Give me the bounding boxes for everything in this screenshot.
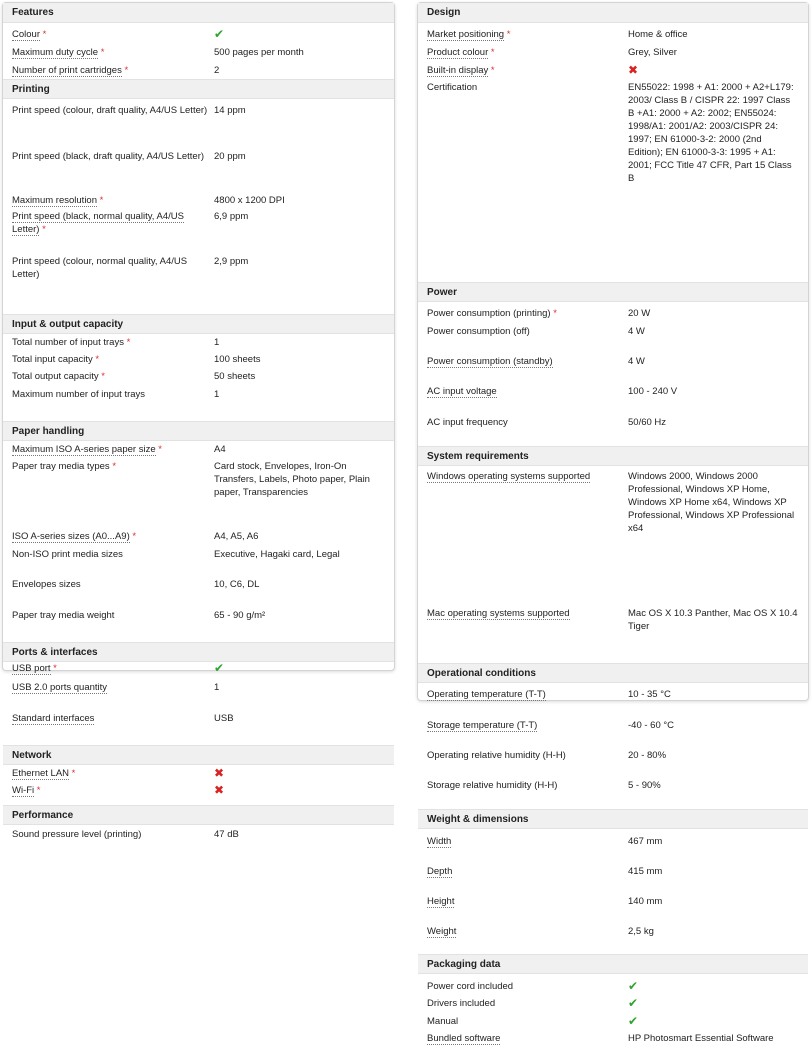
required-asterisk: * <box>92 354 100 365</box>
spec-label <box>418 352 628 368</box>
spec-label <box>3 678 214 694</box>
spec-row <box>3 781 394 798</box>
spec-label <box>418 25 628 41</box>
spec-label <box>418 322 628 338</box>
spec-label-text[interactable]: Wi-Fi <box>12 785 35 796</box>
spec-row <box>3 527 394 543</box>
spec-label-text: Non-ISO print media sizes <box>12 549 123 560</box>
spec-label-text[interactable]: Maximum ISO A-series paper size <box>12 444 156 455</box>
spec-row <box>3 101 394 117</box>
spec-row <box>418 78 808 185</box>
required-asterisk: * <box>50 663 57 674</box>
spec-row <box>418 892 808 908</box>
spec-value: Grey, Silver <box>628 47 677 58</box>
spec-label-text[interactable]: Depth <box>427 866 453 877</box>
spec-value: 65 - 90 g/m² <box>214 610 266 621</box>
spec-label <box>418 413 628 429</box>
spec-label-text: Certification <box>427 82 478 93</box>
spec-label <box>3 764 214 780</box>
spec-value: 10 - 35 °C <box>628 689 671 700</box>
spec-label <box>3 252 214 281</box>
spec-label <box>3 575 214 591</box>
spec-value: 6,9 ppm <box>214 211 249 222</box>
spec-value <box>214 659 392 676</box>
spec-row <box>418 322 808 338</box>
spec-label-text: Paper tray media types <box>12 461 110 472</box>
spec-row <box>3 575 394 591</box>
spec-row <box>3 43 394 59</box>
spec-value: 4800 x 1200 DPI <box>214 195 285 206</box>
spec-label-text: Power cord included <box>427 981 514 992</box>
spec-value: Mac OS X 10.3 Panther, Mac OS X 10.4 Tiger <box>628 608 798 632</box>
required-asterisk: * <box>121 65 129 76</box>
spec-label-text: Maximum number of input trays <box>12 389 146 400</box>
spec-label <box>418 862 628 878</box>
spec-label-text: Power consumption (off) <box>427 326 530 337</box>
spec-value: 100 sheets <box>214 354 261 365</box>
spec-label <box>418 994 628 1010</box>
spec-label-text: Total input capacity <box>12 354 93 365</box>
spec-label <box>418 61 628 77</box>
spec-label-text[interactable]: Bundled software <box>427 1033 501 1044</box>
spec-label-text: Manual <box>427 1016 459 1027</box>
spec-label-text: Drivers included <box>427 998 496 1009</box>
spec-label <box>418 467 628 483</box>
spec-label-text[interactable]: Power consumption (standby) <box>427 356 553 367</box>
spec-label <box>3 659 214 675</box>
spec-label <box>3 147 214 163</box>
check-icon: ✔ <box>628 1014 639 1028</box>
section-header-network: Network <box>3 745 394 765</box>
spec-label-text[interactable]: USB port <box>12 663 51 674</box>
spec-panel-left <box>2 2 395 840</box>
spec-value: 2,5 kg <box>628 926 654 937</box>
spec-value: 4 W <box>628 356 645 367</box>
spec-value: 2 <box>214 65 220 76</box>
spec-row <box>418 746 808 762</box>
spec-label-text[interactable]: Width <box>427 836 452 847</box>
spec-label-text[interactable]: Product colour <box>427 47 489 58</box>
spec-row <box>418 604 808 633</box>
spec-row <box>3 659 394 676</box>
spec-value: A4, A5, A6 <box>214 531 259 542</box>
spec-label-text[interactable]: Operating temperature (T-T) <box>427 689 546 700</box>
section-header-ports-interfaces: Ports & interfaces <box>3 642 394 662</box>
spec-value <box>214 25 392 42</box>
spec-label-text[interactable]: Ethernet LAN <box>12 768 70 779</box>
spec-value: 14 ppm <box>214 105 246 116</box>
spec-value: -40 - 60 °C <box>628 720 675 731</box>
spec-row <box>3 440 394 456</box>
spec-label-text[interactable]: Colour <box>12 29 40 40</box>
section-header-packaging-data: Packaging data <box>418 954 808 974</box>
section-header-printing: Printing <box>3 79 394 99</box>
spec-row <box>418 862 808 878</box>
spec-row <box>418 352 808 368</box>
required-asterisk: * <box>488 47 495 58</box>
section-header-operational-conditions: Operational conditions <box>418 663 808 683</box>
spec-label-text[interactable]: Storage temperature (T-T) <box>427 720 538 731</box>
spec-label-text: Total output capacity <box>12 371 99 382</box>
required-asterisk: * <box>69 768 76 779</box>
spec-value: 20 W <box>628 308 651 319</box>
spec-value <box>628 61 806 78</box>
spec-label <box>3 781 214 797</box>
spec-label <box>3 43 214 59</box>
spec-label <box>3 25 214 41</box>
required-asterisk: * <box>129 531 137 542</box>
spec-label <box>418 685 628 701</box>
spec-row <box>3 61 394 77</box>
spec-row <box>418 776 808 792</box>
spec-value: 100 - 240 V <box>628 386 678 397</box>
spec-value <box>214 764 392 781</box>
spec-label <box>3 101 214 117</box>
spec-value: 5 - 90% <box>628 780 661 791</box>
spec-row <box>418 43 808 59</box>
spec-row <box>3 709 394 725</box>
section-header-system-requirements: System requirements <box>418 446 808 466</box>
spec-label <box>3 350 214 366</box>
spec-label-text: Storage relative humidity (H-H) <box>427 780 558 791</box>
spec-row <box>3 333 394 349</box>
section-header-design: Design <box>418 3 808 23</box>
section-header-paper-handling: Paper handling <box>3 421 394 441</box>
spec-label-text[interactable]: Standard interfaces <box>12 713 95 724</box>
spec-row <box>3 457 394 499</box>
spec-label <box>418 78 628 94</box>
spec-label <box>418 832 628 848</box>
spec-row <box>418 1012 808 1029</box>
required-asterisk: * <box>34 785 41 796</box>
spec-value: Card stock, Envelopes, Iron-On Transfers, Labels, Photo paper, Plain paper, Transparencies <box>214 461 370 498</box>
spec-label <box>3 440 214 456</box>
spec-row <box>418 832 808 848</box>
spec-label <box>3 191 214 207</box>
spec-label <box>3 606 214 622</box>
check-icon: ✔ <box>628 996 639 1010</box>
spec-row <box>418 61 808 78</box>
spec-row <box>418 1029 808 1045</box>
spec-label <box>418 382 628 398</box>
spec-value: HP Photosmart Essential Software <box>628 1033 774 1044</box>
spec-label-text: Total number of input trays <box>12 337 124 348</box>
spec-label <box>3 825 214 841</box>
spec-value: 20 - 80% <box>628 750 667 761</box>
spec-row <box>418 382 808 398</box>
spec-label <box>3 527 214 543</box>
spec-row <box>418 467 808 535</box>
check-icon: ✔ <box>214 661 225 675</box>
spec-value: EN55022: 1998 + A1: 2000 + A2+L179: 2003/ Class B / CISPR 22: 1997 Class B +A1: 2000 + A2: 2002; EN55024: 1998/A1: 2001/A2: 2003/CISPR 24: 1997; EN 61000-3-2: 2000 (2nd Edition); EN 61000-3-3: 1995 + A1: 2001; FCC Title 47 CFR, Part 15 Class B <box>628 82 794 184</box>
required-asterisk: * <box>97 195 104 206</box>
spec-value: 20 ppm <box>214 151 246 162</box>
spec-label <box>3 333 214 349</box>
spec-row <box>418 413 808 429</box>
spec-value: Home & office <box>628 29 688 40</box>
spec-label <box>418 716 628 732</box>
spec-value <box>628 994 806 1011</box>
check-icon: ✔ <box>628 979 639 993</box>
spec-label <box>418 922 628 938</box>
spec-label-text[interactable]: Windows operating systems supported <box>427 471 591 482</box>
spec-value: 1 <box>214 682 220 693</box>
spec-label-text[interactable]: Maximum resolution <box>12 195 97 206</box>
required-asterisk: * <box>109 461 117 472</box>
spec-label <box>418 1012 628 1028</box>
spec-row <box>418 685 808 701</box>
spec-label <box>3 457 214 473</box>
spec-label-text: Print speed (black, draft quality, A4/US Letter) <box>12 151 205 162</box>
spec-value <box>214 781 392 798</box>
spec-label-text[interactable]: Market positioning <box>427 29 505 40</box>
cross-icon: ✖ <box>214 783 225 797</box>
spec-label <box>418 977 628 993</box>
spec-value: USB <box>214 713 234 724</box>
required-asterisk: * <box>123 337 131 348</box>
spec-value: 10, C6, DL <box>214 579 260 590</box>
spec-label-text: Print speed (colour, normal quality, A4/US Letter) <box>12 256 188 280</box>
spec-row <box>3 147 394 163</box>
spec-value: Executive, Hagaki card, Legal <box>214 549 340 560</box>
section-header-performance: Performance <box>3 805 394 825</box>
required-asterisk: * <box>550 308 557 319</box>
check-icon: ✔ <box>214 27 225 41</box>
spec-label <box>418 604 628 620</box>
spec-row <box>3 207 394 236</box>
spec-label-text[interactable]: Built-in display <box>427 65 489 76</box>
spec-label <box>3 709 214 725</box>
spec-value <box>628 1012 806 1029</box>
spec-label-text[interactable]: Height <box>427 896 455 907</box>
spec-label-text[interactable]: Weight <box>427 926 457 937</box>
spec-label <box>418 892 628 908</box>
spec-value: 4 W <box>628 326 645 337</box>
spec-label-text[interactable]: Maximum duty cycle <box>12 47 99 58</box>
spec-label-text: AC input frequency <box>427 417 508 428</box>
spec-label <box>418 1029 628 1045</box>
spec-row <box>418 304 808 320</box>
spec-label-text[interactable]: ISO A-series sizes (A0...A9) <box>12 531 130 542</box>
required-asterisk: * <box>488 65 495 76</box>
spec-label <box>418 43 628 59</box>
required-asterisk: * <box>98 371 105 382</box>
required-asterisk: * <box>98 47 105 58</box>
spec-row <box>3 678 394 694</box>
spec-row <box>3 350 394 366</box>
spec-label <box>418 746 628 762</box>
cross-icon: ✖ <box>628 63 639 77</box>
spec-row <box>3 545 394 561</box>
required-asterisk: * <box>40 29 47 40</box>
spec-label-text: Print speed (colour, draft quality, A4/US Letter) <box>12 105 208 116</box>
cross-icon: ✖ <box>214 766 225 780</box>
spec-value: 1 <box>214 389 220 400</box>
spec-value <box>628 977 806 994</box>
spec-value: 500 pages per month <box>214 47 304 58</box>
spec-row <box>418 994 808 1011</box>
spec-label-text: Sound pressure level (printing) <box>12 829 142 840</box>
spec-row <box>418 716 808 732</box>
spec-label <box>418 304 628 320</box>
spec-value: 140 mm <box>628 896 663 907</box>
section-header-features: Features <box>3 3 394 23</box>
spec-label <box>3 385 214 401</box>
spec-value: 467 mm <box>628 836 663 847</box>
spec-label-text[interactable]: AC input voltage <box>427 386 497 397</box>
spec-value: 47 dB <box>214 829 239 840</box>
spec-row <box>418 25 808 41</box>
spec-label-text: Paper tray media weight <box>12 610 115 621</box>
section-header-power: Power <box>418 282 808 302</box>
required-asterisk: * <box>155 444 162 455</box>
spec-row <box>3 764 394 781</box>
spec-label <box>3 545 214 561</box>
spec-value: 2,9 ppm <box>214 256 249 267</box>
spec-row <box>3 367 394 383</box>
spec-row <box>3 191 394 207</box>
spec-value: A4 <box>214 444 226 455</box>
spec-row <box>418 922 808 938</box>
section-header-weight-dimensions: Weight & dimensions <box>418 809 808 829</box>
spec-label-text: Envelopes sizes <box>12 579 81 590</box>
required-asterisk: * <box>504 29 511 40</box>
spec-row <box>3 25 394 42</box>
spec-row <box>3 606 394 622</box>
spec-row <box>3 252 394 281</box>
spec-label <box>418 776 628 792</box>
section-header-input-output-capacity: Input & output capacity <box>3 314 394 334</box>
spec-value: Windows 2000, Windows 2000 Professional, Windows XP Home, Windows XP Home x64, Windows XP Professional, Windows XP Professional x64 <box>628 471 795 534</box>
spec-label <box>3 367 214 383</box>
spec-row <box>418 977 808 994</box>
spec-value: 415 mm <box>628 866 663 877</box>
spec-panel-right <box>417 2 809 1044</box>
spec-value: 50 sheets <box>214 371 256 382</box>
spec-label-text[interactable]: USB 2.0 ports quantity <box>12 682 108 693</box>
spec-row <box>3 385 394 401</box>
spec-label <box>3 61 214 77</box>
spec-value: 50/60 Hz <box>628 417 667 428</box>
spec-label <box>3 207 214 236</box>
spec-label-text: Power consumption (printing) <box>427 308 551 319</box>
spec-label-text[interactable]: Number of print cartridges <box>12 65 122 76</box>
spec-label-text[interactable]: Print speed (black, normal quality, A4/US Letter) <box>12 211 184 235</box>
spec-label-text[interactable]: Mac operating systems supported <box>427 608 570 619</box>
spec-value: 1 <box>214 337 220 348</box>
required-asterisk: * <box>39 224 46 235</box>
spec-label-text: Operating relative humidity (H-H) <box>427 750 566 761</box>
spec-row <box>3 825 394 841</box>
